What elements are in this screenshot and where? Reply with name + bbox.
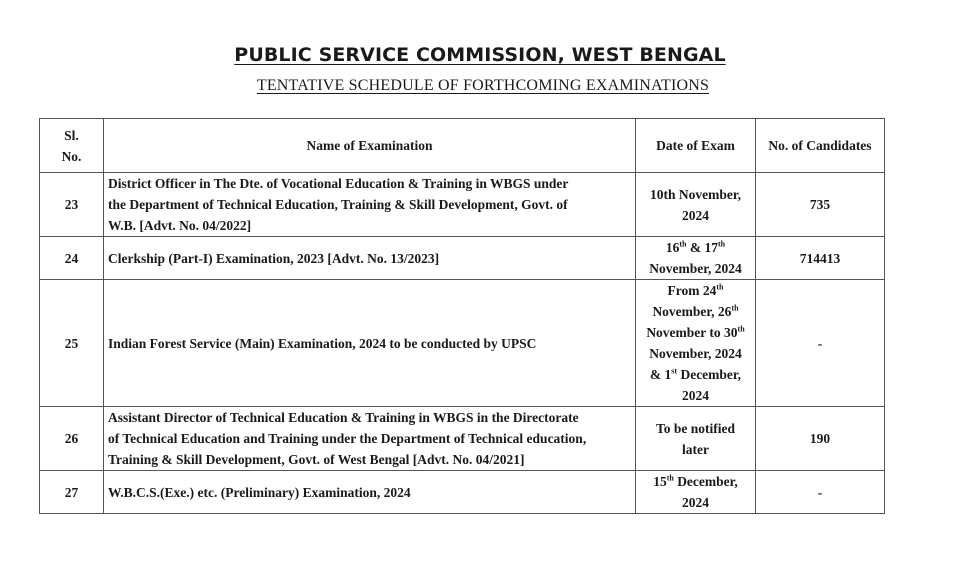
exam-name-cell: W.B.C.S.(Exe.) etc. (Preliminary) Examination, 2024 [104, 471, 636, 514]
exam-date-cell: From 24th November, 26th November to 30th November, 2024 & 1st December, 2024 [636, 280, 756, 407]
exam-date-cell: 15th December, 2024 [636, 471, 756, 514]
exam-name-cell: Assistant Director of Technical Education & Training in WBGS in the Directorate of Technical Education and Training under the Department of Technical education, Training & Skill Development, Govt. of West Bengal [Advt. No. 04/2021] [104, 407, 636, 471]
exam-date-cell: 10th November, 2024 [636, 173, 756, 237]
table-row [40, 471, 885, 514]
table-row [40, 280, 885, 407]
exam-name-cell: District Officer in The Dte. of Vocational Education & Training in WBGS under the Department of Technical Education, Training & Skill Development, Govt. of W.B. [Advt. No. 04/2022] [104, 173, 636, 237]
sl-no-cell: 24 [40, 237, 104, 280]
sl-no-cell: 25 [40, 280, 104, 407]
candidates-cell: - [756, 280, 885, 407]
table-header-row [40, 119, 885, 173]
exam-name-cell: Clerkship (Part-I) Examination, 2023 [Advt. No. 13/2023] [104, 237, 636, 280]
sl-no-cell: 23 [40, 173, 104, 237]
col-header-date: Date of Exam [636, 119, 756, 173]
table-row [40, 407, 885, 471]
col-header-candidates: No. of Candidates [756, 119, 885, 173]
col-header-sl-no: Sl. No. [40, 119, 104, 173]
candidates-cell: 714413 [756, 237, 885, 280]
exam-date-cell: To be notified later [636, 407, 756, 471]
table-row [40, 173, 885, 237]
col-header-name: Name of Examination [104, 119, 636, 173]
sl-no-cell: 26 [40, 407, 104, 471]
candidates-cell: 190 [756, 407, 885, 471]
examination-schedule-table [39, 118, 885, 514]
candidates-cell: 735 [756, 173, 885, 237]
page-subtitle: TENTATIVE SCHEDULE OF FORTHCOMING EXAMINATIONS [256, 77, 710, 94]
sl-no-cell: 27 [40, 471, 104, 514]
page-title: PUBLIC SERVICE COMMISSION, WEST BENGAL [234, 44, 726, 66]
candidates-cell: - [756, 471, 885, 514]
exam-date-cell: 16th & 17th November, 2024 [636, 237, 756, 280]
table-row [40, 237, 885, 280]
exam-name-cell: Indian Forest Service (Main) Examination, 2024 to be conducted by UPSC [104, 280, 636, 407]
